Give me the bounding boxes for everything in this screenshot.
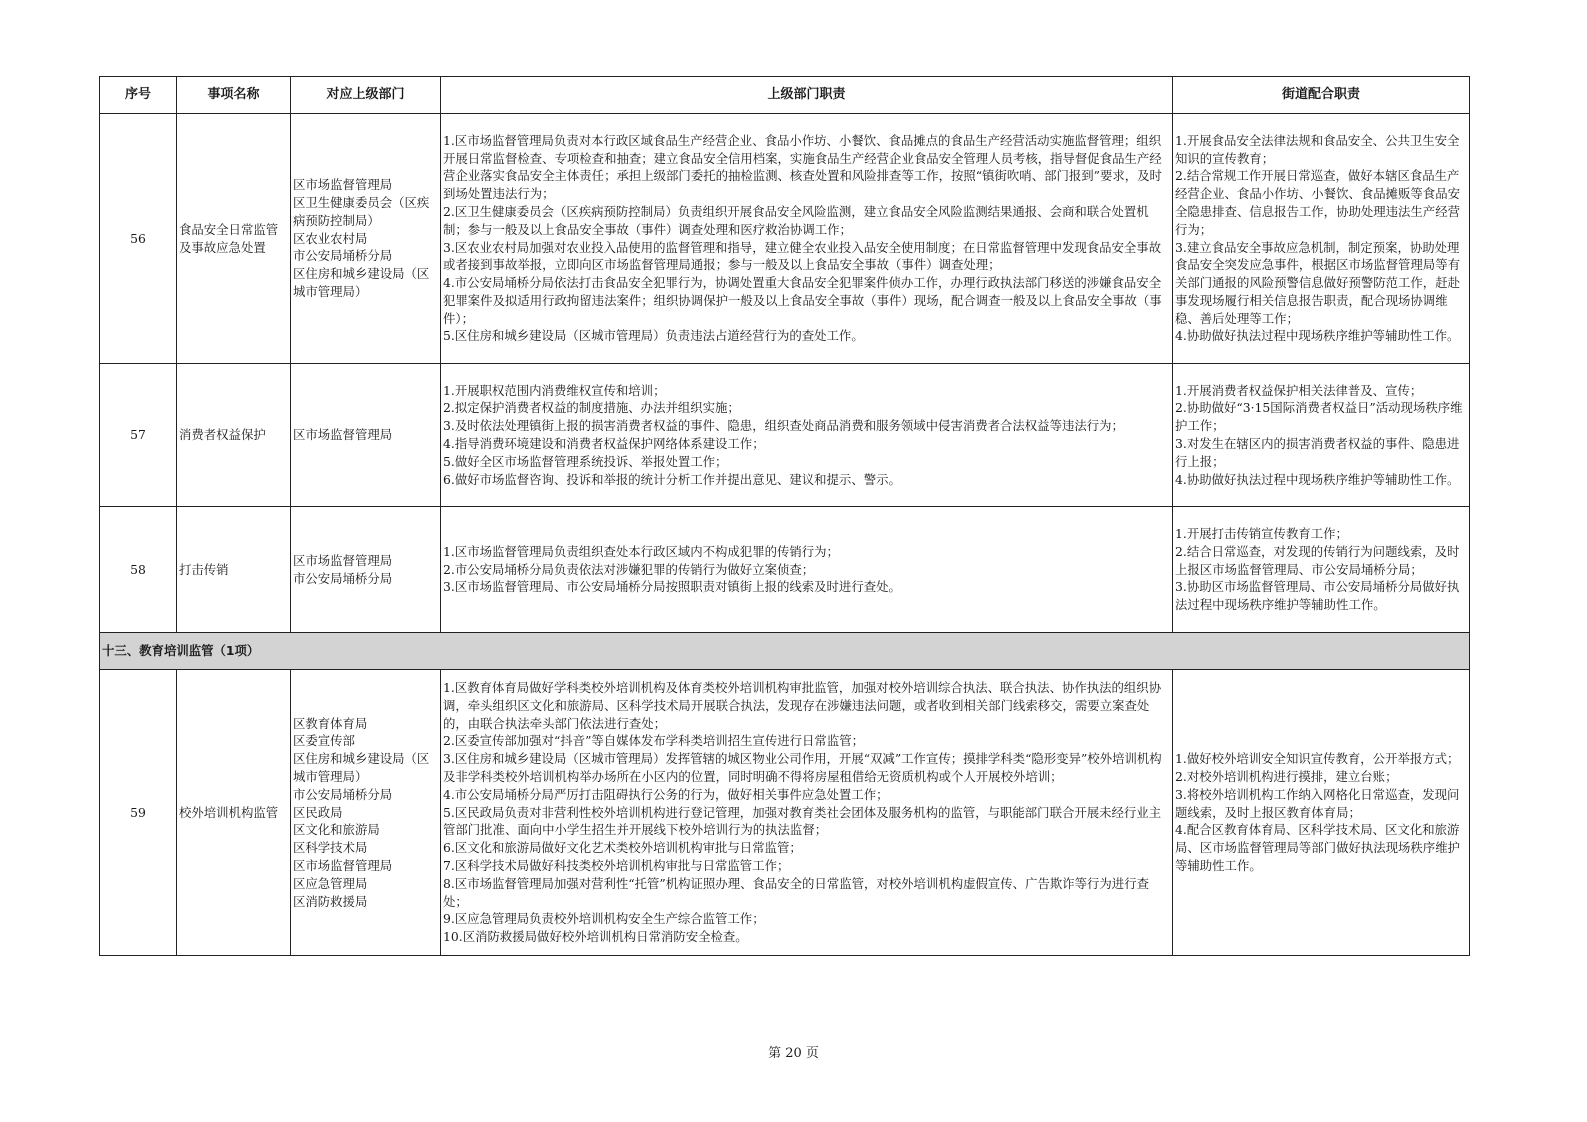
rows.0.street-line: 1.开展食品安全法律法规和食品安全、公共卫生安全知识的宣传教育； [1175,132,1460,166]
rows.0.street-line: 4.协助做好执法过程中现场秩序维护等辅助性工作。 [1175,328,1460,344]
department-list [291,114,441,364]
row59.dept-line: 区市场监督管理局 [293,857,393,873]
header-upper-duty: 上级部门职责 [441,77,1173,114]
row59.dept-line: 区消防救援局 [293,893,368,909]
rows.1.up-line: 6.做好市场监督咨询、投诉和举报的统计分析工作并提出意见、建议和提示、警示。 [443,471,901,487]
rows.0.dept-line: 区卫生健康委员会（区疾病预防控制局） [293,195,430,228]
upper-duty-list [441,670,1173,956]
row59.dept-line: 区民政局 [293,804,343,820]
row59.up-line: 8.区市场监督管理局加强对营利性“托管”机构证照办理、食品安全的日常监管，对校外培训机构虚假宣传、广告欺诈等行为进行查处； [443,875,1149,909]
row59.dept-line: 区科学技术局 [293,840,368,856]
rows.0.dept-line: 区住房和城乡建设局（区城市管理局） [293,266,430,299]
rows.1.up-line: 2.拟定保护消费者权益的制度措施、办法并组织实施； [443,400,740,416]
row59.up-line: 7.区科学技术局做好科技类校外培训机构审批与日常监管工作； [443,857,790,873]
rows.0.dept-line: 市公安局埇桥分局 [293,248,393,264]
section-title: 十三、教育培训监管（1项） [100,633,1470,670]
row59.dept-line: 区教育体育局 [293,715,368,731]
item-number: 57 [100,364,177,507]
rows.1.up-line: 1.开展职权范围内消费维权宣传和培训； [443,382,666,398]
row59.up-line: 10.区消防救援局做好校外培训机构日常消防安全检查。 [443,929,748,945]
row59.up-line: 2.区委宣传部加强对“抖音”等自媒体发布学科类培训招生宣传进行日常监管； [443,733,864,749]
rows.1.up-line: 5.做好全区市场监督管理系统投诉、举报处置工作； [443,453,728,469]
item-name: 消费者权益保护 [177,364,291,507]
rows.2.street-line: 3.协助区市场监督管理局、市公安局埇桥分局做好执法过程中现场秩序维护等辅助性工作。 [1175,579,1460,613]
row59.street-line: 4.配合区教育体育局、区科学技术局、区文化和旅游局、区市场监督管理局等部门做好执法现场秩序维护等辅助性工作。 [1175,822,1460,873]
row59.up-line: 9.区应急管理局负责校外培训机构安全生产综合监管工作； [443,911,765,927]
item-name: 食品安全日常监管及事故应急处置 [177,114,291,364]
row59.street-line: 3.将校外培训机构工作纳入网格化日常巡查，发现问题线索，及时上报区教育体育局； [1175,786,1460,820]
rows.1.street-line: 3.对发生在辖区内的损害消费者权益的事件、隐患进行上报； [1175,436,1460,469]
rows.2.up-line: 2.市公安局埇桥分局负责依法对涉嫌犯罪的传销行为做好立案侦查； [443,561,815,577]
table-row [100,114,1470,364]
header-no: 序号 [100,77,177,114]
street-duty-list [1173,507,1470,633]
row59.up-line: 1.区教育体育局做好学科类校外培训机构及体育类校外培训机构审批监管，加强对校外培训综合执法、联合执法、协作执法的组织协调，牵头组织区文化和旅游局、区科学技术局开展联合执法，发现存在涉嫌违法问题，或者收到相关部门线索移交，需要立案查处的，由联合执法牵头部门依法进行查处； [443,680,1162,731]
row59.dept-line: 市公安局埇桥分局 [293,786,393,802]
upper-duty-list [441,364,1173,507]
department-list [291,507,441,633]
street-duty-list [1173,114,1470,364]
rows.0.up-line: 5.区住房和城乡建设局（区城市管理局）负责违法占道经营行为的查处工作。 [443,328,864,344]
row59.street-line: 1.做好校外培训安全知识宣传教育，公开举报方式； [1175,751,1460,767]
header-department: 对应上级部门 [291,77,441,114]
department-list [291,364,441,507]
row59.up-line: 4.市公安局埇桥分局严厉打击阻碍执行公务的行为，做好相关事件应急处置工作； [443,786,889,802]
row59.street-line: 2.对校外培训机构进行摸排，建立台账； [1175,769,1398,784]
table-row [100,364,1470,507]
rows.0.up-line: 1.区市场监督管理局负责对本行政区域食品生产经营企业、食品小作坊、小餐饮、食品摊点的食品生产经营活动实施监督管理；组织开展日常监督检查、专项检查和抽查；建立食品安全信用档案，实施食品生产经营企业食品安全管理人员考核，指导督促食品生产经营企业落实食品安全主体责任；承担上级部门委托的抽检监测、核查处置和风险排查等工作，按照“镇街吹哨、部门报到”要求，及时到场处置违法行为； [443,132,1162,202]
row59.up-line: 5.区民政局负责对非营利性校外培训机构进行登记管理，加强对教育类社会团体及服务机构的监管，与职能部门联合开展未经行业主管部门批准、面向中小学生招生并开展线下校外培训行为的执法监督； [443,804,1162,838]
rows.0.up-line: 4.市公安局埇桥分局依法打击食品安全犯罪行为，协调处置重大食品安全犯罪案件侦办工作，办理行政执法部门移送的涉嫌食品安全犯罪案件及拟适用行政拘留违法案件；组织协调保护一般及以上食品安全事故（事件）现场，配合调查一般及以上食品安全事故（事件）； [443,275,1162,326]
row59.up-line: 6.区文化和旅游局做好文化艺术类校外培训机构审批与日常监管； [443,840,802,856]
upper-duty-list [441,507,1173,633]
rows.1.street-line: 4.协助做好执法过程中现场秩序维护等辅助性工作。 [1175,471,1460,487]
rows.1.street-line: 2.协助做好“3·15国际消费者权益日”活动现场秩序维护工作； [1175,400,1463,434]
rows.2.up-line: 3.区市场监督管理局、市公安局埇桥分局按照职责对镇街上报的线索及时进行查处。 [443,579,901,595]
street-duty-list [1173,364,1470,507]
rows.0.dept-line: 区农业农村局 [293,230,368,246]
item-number: 56 [100,114,177,364]
item-number: 59 [100,670,177,956]
table-row [100,507,1470,633]
rows.0.street-line: 2.结合常规工作开展日常巡查，做好本辖区食品生产经营企业、食品小作坊、小餐饮、食品摊贩等食品安全隐患排查、信息报告工作，协助处理违法生产经营行为； [1175,168,1460,237]
upper-duty-list [441,114,1173,364]
section-row [100,633,1470,670]
item-name: 打击传销 [177,507,291,633]
rows.0.up-line: 2.区卫生健康委员会（区疾病预防控制局）负责组织开展食品安全风险监测，建立食品安全风险监测结果通报、会商和联合处置机制；参与一般及以上食品安全事故（事件）调查处理和医疗救治协调工作； [443,203,1149,237]
rows.0.dept-line: 区市场监督管理局 [293,177,393,193]
rows.2.street-line: 2.结合日常巡查，对发现的传销行为问题线索，及时上报区市场监督管理局、市公安局埇桥分局； [1175,543,1460,577]
rows.0.street-line: 3.建立食品安全事故应急机制，制定预案，协助处理食品安全突发应急事件，根据区市场监督管理局等有关部门通报的风险预警信息做好预警防范工作，赶赴事发现场履行相关信息报告职责，配合现场协调维稳、善后处理等工作； [1175,239,1460,326]
rows.1.street-line: 1.开展消费者权益保护相关法律普及、宣传； [1175,382,1423,398]
header-street-duty: 街道配合职责 [1173,77,1470,114]
table-row [100,670,1470,956]
table-header-row [100,77,1470,114]
rows.1.up-line: 3.及时依法处理镇街上报的损害消费者权益的事件、隐患，组织查处商品消费和服务领域中侵害消费者合法权益等违法行为； [443,418,1124,434]
street-duty-list [1173,670,1470,956]
row59.dept-line: 区委宣传部 [293,733,355,749]
row59.up-line: 3.区住房和城乡建设局（区城市管理局）发挥管辖的城区物业公司作用，开展“双减”工作宣传；摸排学科类“隐形变异”校外培训机构及非学科类校外培训机构举办场所在小区内的位置，同时明确不得将房屋租借给无资质机构或个人开展校外培训； [443,751,1162,784]
rows.2.street-line: 1.开展打击传销宣传教育工作； [1175,526,1348,541]
row59.dept-line: 区应急管理局 [293,875,368,891]
item-name: 校外培训机构监管 [177,670,291,956]
rows.2.dept-line: 市公安局埇桥分局 [293,570,393,586]
rows.1.up-line: 4.指导消费环境建设和消费者权益保护网络体系建设工作； [443,436,765,451]
department-list [291,670,441,956]
header-item-name: 事项名称 [177,77,291,114]
item-number: 58 [100,507,177,633]
rows.2.up-line: 1.区市场监督管理局负责组织查处本行政区域内不构成犯罪的传销行为； [443,543,839,559]
rows.2.dept-line: 区市场监督管理局 [293,552,393,568]
rows.1.dept-line: 区市场监督管理局 [293,427,393,443]
row59.dept-line: 区住房和城乡建设局（区城市管理局） [293,751,430,784]
page-number: 第 20 页 [768,1046,819,1061]
rows.0.up-line: 3.区农业农村局加强对农业投入品使用的监督管理和指导，建立健全农业投入品安全使用制度；在日常监督管理中发现食品安全事故或者接到事故举报，立即向区市场监督管理局通报；参与一般及以上食品安全事故（事件）调查处理； [443,239,1162,273]
row59.dept-line: 区文化和旅游局 [293,822,380,838]
duty-table [99,76,1470,956]
